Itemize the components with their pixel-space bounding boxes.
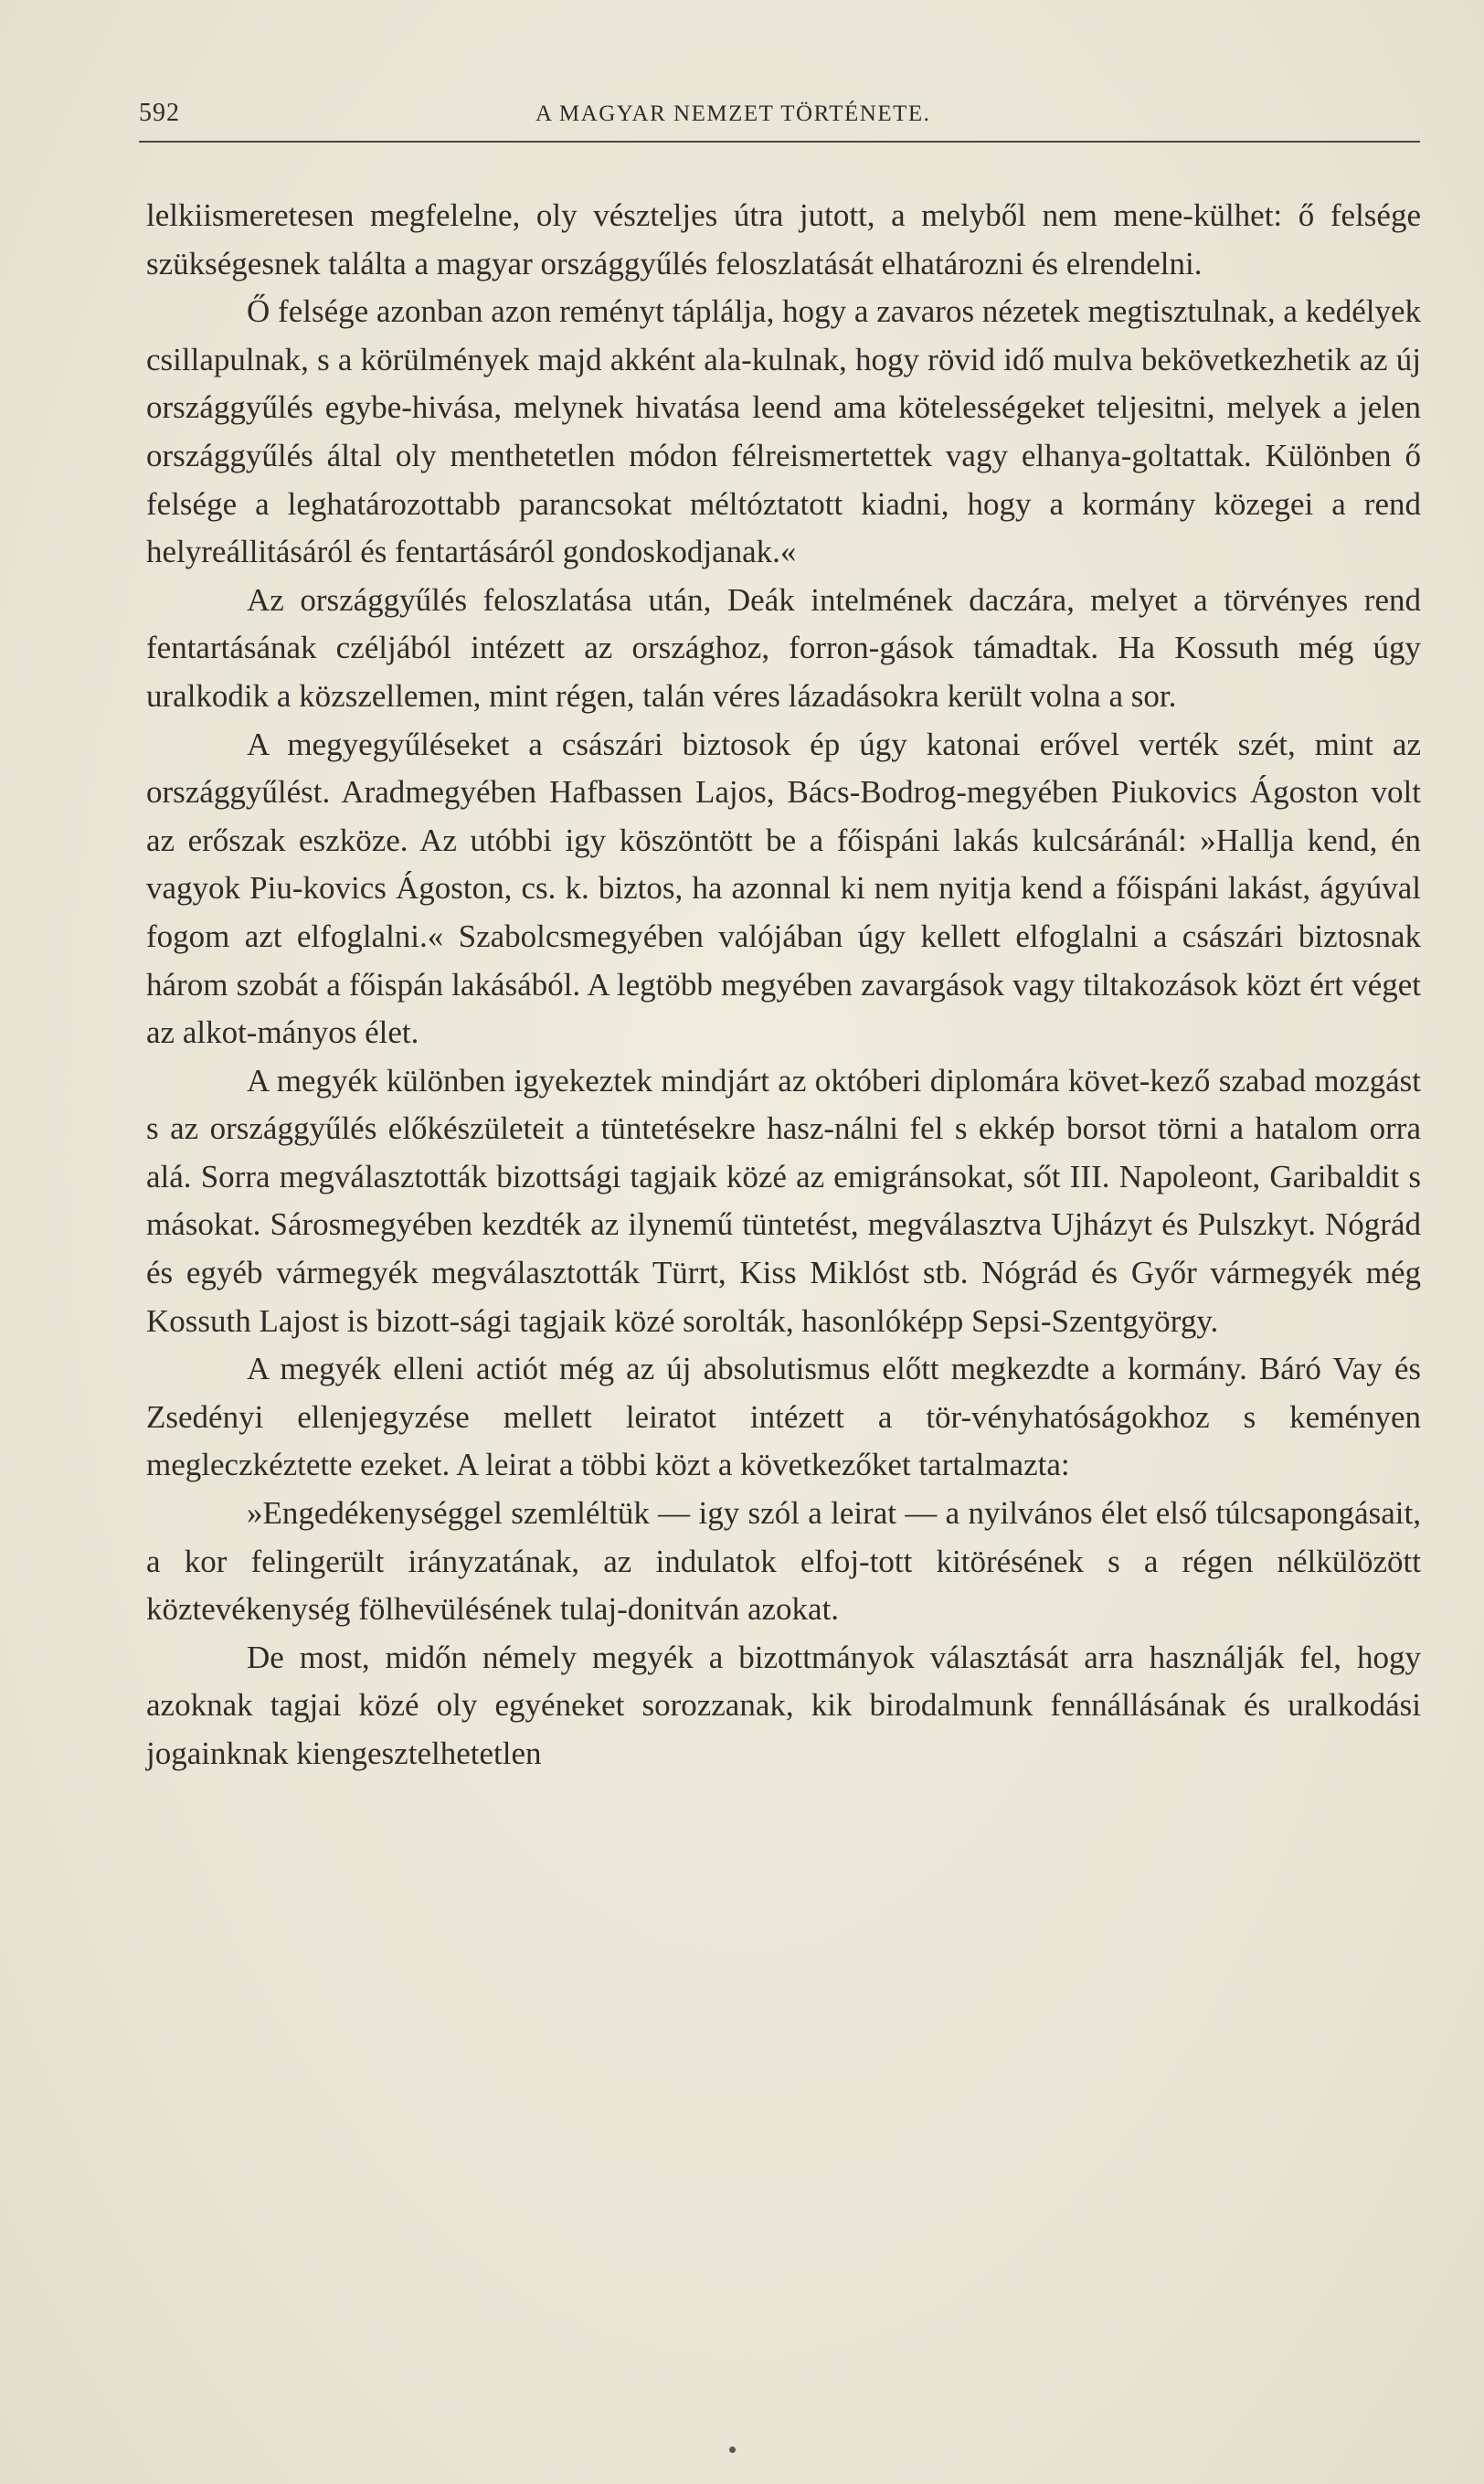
running-title: A MAGYAR NEMZET TÖRTÉNETE.: [535, 101, 931, 126]
paragraph: A megyék különben igyekeztek mindjárt az októberi diplomára követ-kező szabad mozgást s az országgyűlés előkészületeit a tüntetésekre hasz-nálni fel s ekkép borsot törni a hatalom orra alá. Sorra megválasztották bizottsági tagjaik közé az emigránsokat, sőt III. Napoleont, Garibaldit s másokat. Sárosmegyében kezdték az ilynemű tüntetést, megválasztva Ujházyt és Pulszkyt. Nógrád és egyéb vármegyék megválasztották Türrt, Kiss Miklóst stb. Nógrád és Győr vármegyék még Kossuth Lajost is bizott-sági tagjaik közé sorolták, hasonlóképp Sepsi-Szentgyörgy.: [146, 1062, 1421, 1339]
paragraph: Az országgyűlés feloszlatása után, Deák intelmének daczára, melyet a törvényes rend fentartásának czéljából intézett az országhoz, forron-gások támadtak. Ha Kossuth még úgy uralkodik a közszellemen, mint régen, talán véres lázadásokra került volna a sor.: [146, 581, 1421, 714]
header-rule: [139, 141, 1420, 143]
paragraph: A megyegyűléseket a császári biztosok ép úgy katonai erővel verték szét, mint az országgyűlést. Aradmegyében Hafbassen Lajos, Bács-Bodrog-megyében Piukovics Ágoston volt az erőszak eszköze. Az utóbbi igy köszöntött be a főispáni lakás kulcsáránál: »Hallja kend, én vagyok Piu-kovics Ágoston, cs. k. biztos, ha azonnal ki nem nyitja kend a főispáni lakást, ágyúval fogom azt elfoglalni.« Szabolcsmegyében valójában úgy kellett elfoglalni a császári biztosnak három szobát a főispán lakásából. A legtöbb megyében zavargások vagy tiltakozások közt ért véget az alkot-mányos élet.: [146, 726, 1421, 1051]
paragraph: A megyék elleni actiót még az új absolutismus előtt megkezdte a kormány. Báró Vay és Zsedényi ellenjegyzése mellett leiratot intézett a tör-vényhatóságokhoz s keményen megleczkéztette ezeket. A leirat a többi közt a következőket tartalmazta:: [146, 1351, 1421, 1483]
ink-speck: [729, 2447, 736, 2453]
paragraph: »Engedékenységgel szemléltük — igy szól a leirat — a nyilvános élet első túlcsapongásait, a kor felingerült irányzatának, az indulatok elfoj-tott kitörésének s a régen nélkülözött köztevékenység fölhevülésének tulaj-donitván azokat.: [146, 1495, 1421, 1628]
page-header: [139, 99, 1420, 139]
paragraph: Ő felsége azonban azon reményt táplálja, hogy a zavaros nézetek megtisztulnak, a kedélyek csillapulnak, s a körülmények majd akként ala-kulnak, hogy rövid idő mulva bekövetkezhetik az új országgyűlés egybe-hivása, melynek hivatása leend ama kötelességeket teljesitni, melyek a jelen országgyűlés által oly menthetetlen módon félreismertettek vagy elhanya-goltattak. Különben ő felsége a leghatározottabb parancsokat méltóztatott kiadni, hogy a kormány közegei a rend helyreállitásáról és fentartásáról gondoskodjanak.«: [146, 293, 1421, 570]
paragraph: lelkiismeretesen megfelelne, oly vészteljes útra jutott, a melyből nem mene-külhet: ő felsége szükségesnek találta a magyar országgyűlés feloszlatását elhatározni és elrendelni.: [146, 197, 1421, 281]
page-number: 592: [139, 99, 180, 127]
body-text: [146, 192, 1421, 1778]
paragraph: De most, midőn némely megyék a bizottmányok választását arra használják fel, hogy azoknak tagjai közé oly egyéneket sorozzanak, kik birodalmunk fennállásának és uralkodási jogainknak kiengesztelhetetlen: [146, 1639, 1421, 1771]
